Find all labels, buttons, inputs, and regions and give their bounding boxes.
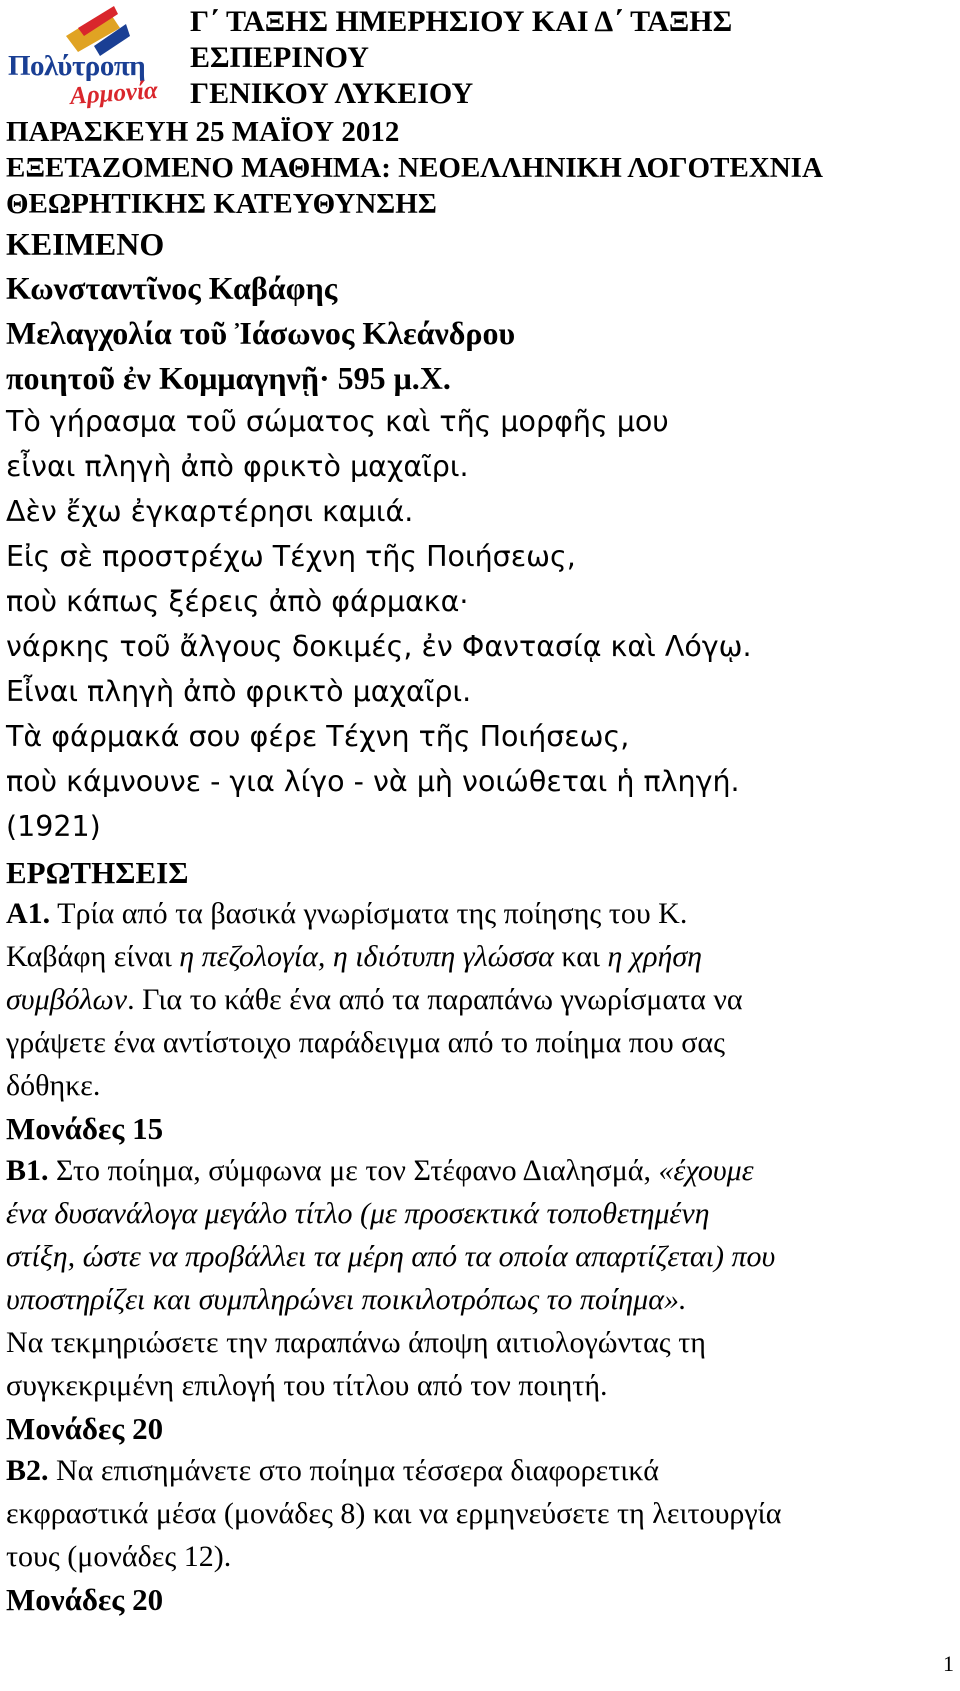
question-b1-line-5: Να τεκμηριώσετε την παραπάνω άποψη αιτιολογώντας τη [6,1326,706,1359]
publisher-logo [8,6,168,111]
question-b1-line-4: υποστηρίζει και συμπληρώνει ποικιλοτρόπως το ποίημα». [6,1283,687,1316]
question-b2-line-1: Β2. Να επισημάνετε στο ποίημα τέσσερα διαφορετικά [6,1454,659,1487]
poem-author: Κωνσταντῖνος Καβάφης [6,270,338,306]
poem-title-line-1: Μελαγχολία τοῦ Ἰάσωνος Κλεάνδρου [6,315,516,351]
exam-date: ΠΑΡΑΣΚΕΥΗ 25 ΜΑΪΟΥ 2012 [6,116,400,148]
questions-heading: ΕΡΩΤΗΣΕΙΣ [6,855,189,890]
poem-line: Δὲν ἔχω ἐγκαρτέρησι καμιά. [6,495,414,528]
poem-title-line-2: ποιητοῦ ἐν Κομμαγηνῇ· 595 μ.Χ. [6,360,451,396]
question-b2-line-3: τους (μονάδες 12). [6,1540,232,1573]
question-a1-label: Α1. [6,897,51,930]
question-a1-line-1: Α1. Τρία από τα βασικά γνωρίσματα της ποίησης του Κ. [6,897,688,930]
poem-line: εἶναι πληγὴ ἀπὸ φρικτὸ μαχαῖρι. [6,450,469,483]
question-a1-line-2: Καβάφη είναι η πεζολογία, η ιδιότυπη γλώσσα και η χρήση [6,940,703,973]
logo-subtitle: Αρμονία [69,76,159,111]
question-a1-line-3: συμβόλων. Για το κάθε ένα από τα παραπάνω γνωρίσματα να [6,983,743,1016]
question-b2-line-2: εκφραστικά μέσα (μονάδες 8) και να ερμηνεύσετε τη λειτουργία [6,1497,782,1530]
question-a1-marks: Μονάδες 15 [6,1111,164,1146]
poem-line: ποὺ κάμνουνε - για λίγο - νὰ μὴ νοιώθεται ἡ πληγή. [6,765,740,798]
page-number: 1 [943,1651,954,1676]
question-b1-line-3: στίξη, ώστε να προβάλλει τα μέρη από τα οποία απαρτίζεται) που [6,1240,776,1273]
question-a1-line-4: γράψετε ένα αντίστοιχο παράδειγμα από το ποίημα που σας [6,1026,726,1059]
header-title-line-3: ΓΕΝΙΚΟΥ ΛΥΚΕΙΟΥ [190,77,474,110]
poem-date: (1921) [6,810,101,843]
question-a1-line-5: δόθηκε. [6,1069,101,1102]
poem-line: Τὸ γήρασμα τοῦ σώματος καὶ τῆς μορφῆς μου [6,405,669,438]
poem-line: νάρκης τοῦ ἄλγους δοκιμές, ἐν Φαντασίᾳ καὶ Λόγῳ. [6,630,752,663]
exam-subject: ΕΞΕΤΑΖΟΜΕΝΟ ΜΑΘΗΜΑ: ΝΕΟΕΛΛΗΝΙΚΗ ΛΟΓΟΤΕΧΝΙΑ [6,152,823,184]
question-b2-marks: Μονάδες 20 [6,1582,164,1617]
header-title-line-2: ΕΣΠΕΡΙΝΟΥ [190,41,369,74]
header-title-line-1: Γ΄ ΤΑΞΗΣ ΗΜΕΡΗΣΙΟΥ ΚΑΙ Δ΄ ΤΑΞΗΣ [190,5,733,38]
exam-track: ΘΕΩΡΗΤΙΚΗΣ ΚΑΤΕΥΘΥΝΣΗΣ [6,188,437,220]
question-b1-line-6: συγκεκριμένη επιλογή του τίτλου από τον ποιητή. [6,1369,608,1402]
question-b1-line-1: Β1. Στο ποίημα, σύμφωνα με τον Στέφανο Διαλησμά, «έχουμε [6,1154,754,1187]
question-b2-label: Β2. [6,1454,49,1487]
poem-line: Τὰ φάρμακά σου φέρε Τέχνη τῆς Ποιήσεως, [6,720,630,753]
poem-line: Εἰς σὲ προστρέχω Τέχνη τῆς Ποιήσεως, [6,540,576,573]
poem-line: Εἶναι πληγὴ ἀπὸ φρικτὸ μαχαῖρι. [6,675,472,708]
question-b1-line-2: ένα δυσανάλογα μεγάλο τίτλο (με προσεκτικά τοποθετημένη [6,1197,710,1230]
logo-wordmark: Πολύτροπη [8,50,146,82]
question-b1-label: Β1. [6,1154,49,1187]
section-heading-text: ΚΕΙΜΕΝΟ [6,226,165,262]
poem-line: ποὺ κάπως ξέρεις ἀπὸ φάρμακα· [6,585,469,618]
question-b1-marks: Μονάδες 20 [6,1411,164,1446]
